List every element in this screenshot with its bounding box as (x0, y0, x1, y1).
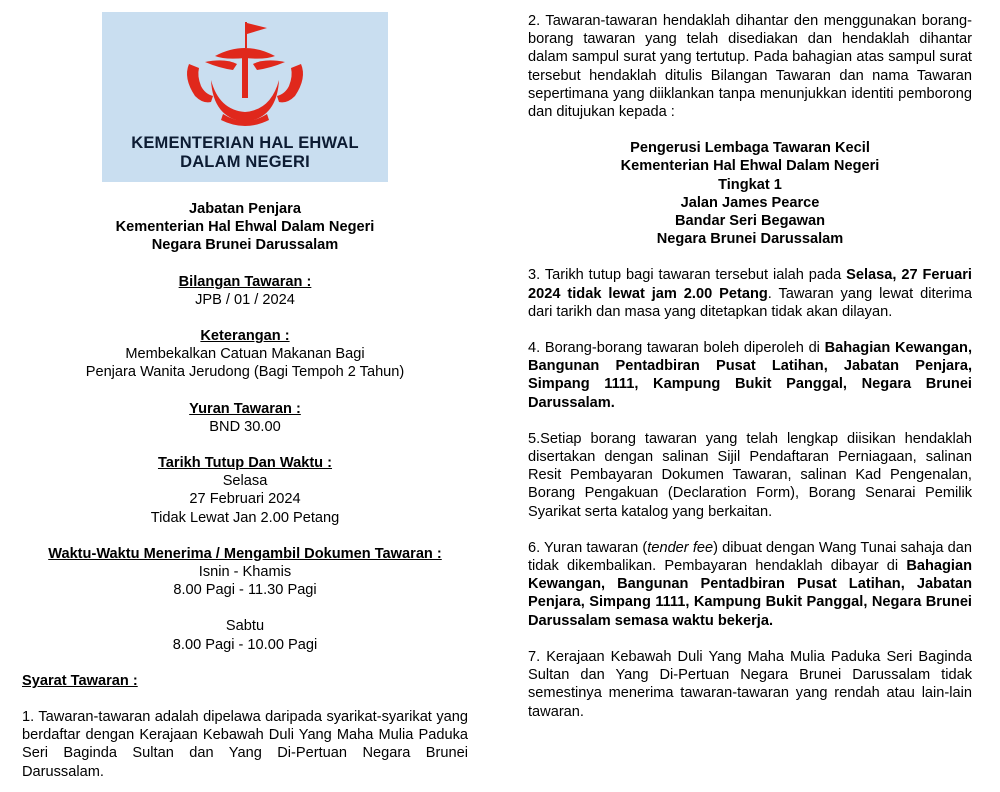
item6-tender-fee: tender fee (647, 539, 714, 556)
item3-text: 3. Tarikh tutup bagi tawaran tersebut ialah pada (528, 267, 847, 284)
brunei-crest-icon (175, 18, 315, 134)
item6-location: Bahagian Kewangan, Bangunan Pentadbiran Pusat Latihan, Jabatan Penjara, Simpang 1111, Kampung Bukit Panggal, Negara Brunei Darussalam semasa waktu bekerja. (528, 558, 972, 629)
description-label: Keterangan : (200, 328, 290, 345)
item3-text-end: . Tawaran yang lewat diterima dari tarikh dan masa yang ditetapkan tidak akan dilayan. (528, 285, 972, 320)
closing-day: Selasa (222, 473, 268, 490)
conditions-label: Syarat Tawaran : (22, 672, 138, 689)
address-line2: Kementerian Hal Ehwal Dalam Negeri (620, 158, 880, 175)
tender-number-label: Bilangan Tawaran : (178, 273, 312, 290)
fee-section (22, 400, 468, 436)
fee-label: Yuran Tawaran : (189, 400, 301, 417)
left-column (22, 12, 468, 781)
address-line3: Tingkat 1 (718, 176, 782, 193)
collection-weekday-hours: 8.00 Pagi - 11.30 Pagi (173, 582, 317, 599)
item4-text: 4. Borang-borang tawaran boleh diperoleh di (528, 340, 825, 357)
description-line2: Penjara Wanita Jerudong (Bagi Tempoh 2 Tahun) (85, 364, 405, 381)
condition-item-1: 1. Tawaran-tawaran adalah dipelawa daripada syarikat-syarikat yang berdaftar dengan Kerajaan Kebawah Duli Yang Maha Mulia Paduka Seri Baginda Sultan dan Yang Di-Pertuan Negara Brunei Darussalam. (22, 709, 468, 780)
item6-text-mid: ) dibuat dengan Wang Tunai sahaja dan tidak dikembalikan. Pembayaran hendaklah dibayar di (528, 539, 972, 575)
condition-item-2: 2. Tawaran-tawaran hendaklah dihantar den menggunakan borang-borang tawaran yang telah disediakan dan hendaklah dihantar dalam sampul surat yang tertutup. Pada bahagian atas sampul surat tersebut hendaklah ditulis Bilangan Tawaran dan nama Tawaran sepertimana yang diiklankan tanpa menunjukkan identiti pemborong dan ditujukan kepada : (528, 13, 972, 121)
header-line1: Jabatan Penjara (189, 201, 301, 217)
address-line6: Negara Brunei Darussalam (656, 231, 844, 248)
tender-number-section (22, 273, 468, 309)
condition-item-4 (528, 339, 972, 412)
condition-item-3 (528, 266, 972, 321)
collection-saturday-hours: 8.00 Pagi - 10.00 Pagi (172, 636, 318, 653)
condition-item-5: 5.Setiap borang tawaran yang telah lengkap diisikan hendaklah disertakan dengan salinan Sijil Pendaftaran Perniagaan, salinan Resit Pembayaran Dokumen Tawaran, salinan Kad Pengenalan, Borang Pengakuan (Declaration Form), Borang Senarai Pemilik Syarikat serta katalog yang berkaitan. (528, 430, 972, 520)
collection-saturday: Sabtu (225, 618, 265, 635)
logo-name-line2: DALAM NEGERI (180, 153, 310, 171)
description-section (22, 327, 468, 382)
collection-hours-section (22, 545, 468, 654)
ministry-logo (102, 12, 388, 182)
description-line1: Membekalkan Catuan Makanan Bagi (125, 346, 365, 363)
logo-name-line1: KEMENTERIAN HAL EHWAL (131, 134, 359, 152)
submission-address (528, 139, 972, 248)
condition-item-7: 7. Kerajaan Kebawah Duli Yang Maha Mulia Paduka Seri Baginda Sultan dan Yang Di-Pertuan Negara Brunei Darussalam tidak semestinya menerima tawaran-tawaran yang rendah atau lain-lain tawaran. (528, 648, 972, 720)
address-line5: Bandar Seri Begawan (674, 213, 826, 230)
closing-section (22, 454, 468, 527)
collection-weekday-days: Isnin - Khamis (198, 564, 292, 581)
fee-value: BND 30.00 (209, 418, 281, 435)
address-line4: Jalan James Pearce (680, 194, 820, 211)
address-line1: Pengerusi Lembaga Tawaran Kecil (630, 140, 870, 157)
closing-time: Tidak Lewat Jan 2.00 Petang (150, 509, 340, 526)
header-line2: Kementerian Hal Ehwal Dalam Negeri (115, 219, 375, 236)
item4-location: Bahagian Kewangan, Bangunan Pentadbiran Pusat Latihan, Jabatan Penjara, Simpang 1111, Kampung Bukit Panggal, Negara Brunei Darussalam. (528, 340, 973, 411)
tender-number-value: JPB / 01 / 2024 (195, 291, 295, 308)
item6-text: 6. Yuran tawaran ( (528, 539, 648, 556)
condition-item-6 (528, 539, 972, 630)
department-header (22, 200, 468, 255)
header-line3: Negara Brunei Darussalam (151, 237, 339, 254)
item3-closing-date: Selasa, 27 Feruari 2024 tidak lewat jam 2.00 Petang (528, 267, 972, 302)
right-column (528, 12, 972, 721)
closing-label: Tarikh Tutup Dan Waktu : (157, 455, 333, 472)
closing-date: 27 Februari 2024 (189, 491, 301, 508)
collection-label: Waktu-Waktu Menerima / Mengambil Dokumen Tawaran : (48, 545, 442, 562)
